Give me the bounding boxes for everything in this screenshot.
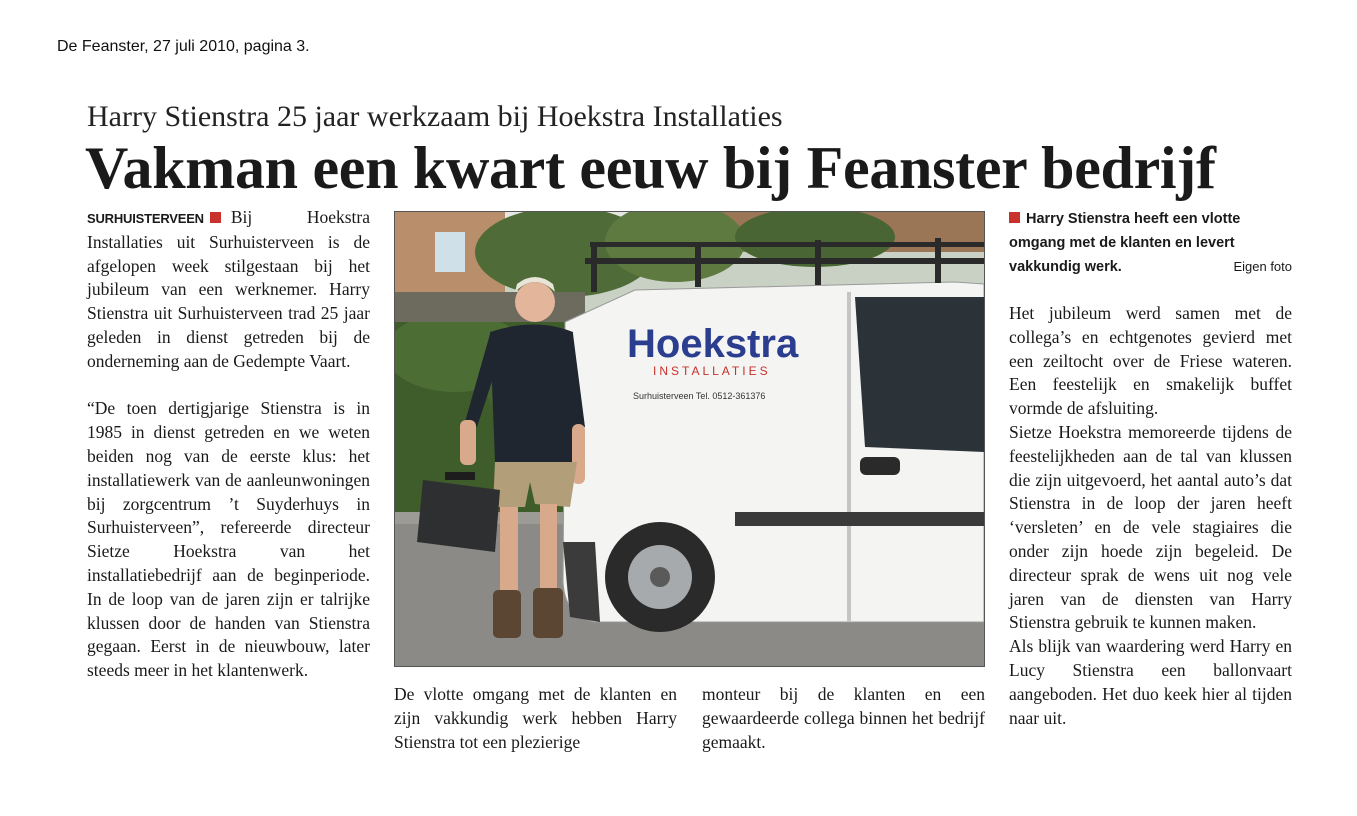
red-square-icon (1009, 212, 1020, 223)
paragraph-text: Bij Hoekstra Installaties uit Surhuisterveen is de afgelopen week stilgestaan bij het jubileum van een werknemer. Harry Stienstra uit Surhuisterveen trad 25 jaar geleden in dienst getreden bij de onderneming aan de Gedempte Vaart. (87, 207, 370, 371)
paragraph: monteur bij de klanten en een gewaardeerde collega binnen het bedrijf gemaakt. (702, 684, 985, 752)
red-square-icon (210, 212, 221, 223)
van-logo: Hoekstra (627, 322, 799, 366)
paragraph: Sietze Hoekstra memoreerde tijdens de feestelijkheden aan de tal van klussen die zijn uitgevoerd, het aantal auto’s dat Stienstra in de loop der jaren heeft ‘versleten’ en de vele stagiaires die onder zijn hoede zijn begeleid. De directeur sprak de wens uit nog vele jaren van de diensten van Harry Stienstra gebruik te kunnen maken. (1009, 421, 1292, 633)
dateline: SURHUISTERVEEN (87, 211, 204, 226)
paragraph: Als blijk van waardering werd Harry en Lucy Stienstra een ballonvaart aangeboden. Het duo keek hier al tijden naar uit. (1009, 636, 1292, 728)
paragraph (87, 206, 370, 374)
article-column-2 (394, 683, 677, 754)
caption-text: Harry Stienstra heeft een vlotte omgang met de klanten en levert vakkundig werk. (1009, 211, 1241, 275)
photo-caption (1009, 207, 1292, 279)
article-column-4 (1009, 302, 1292, 730)
van-subtitle: INSTALLATIES (653, 364, 771, 378)
article-headline: Vakman een kwart eeuw bij Feanster bedrijf (85, 135, 1216, 201)
article-column-3 (702, 683, 985, 754)
article-photo (394, 211, 985, 667)
paragraph: De vlotte omgang met de klanten en zijn vakkundig werk hebben Harry Stienstra tot een plezierige (394, 684, 677, 752)
photo-credit: Eigen foto (1233, 259, 1292, 274)
source-line: De Feanster, 27 juli 2010, pagina 3. (57, 38, 310, 55)
paragraph: Het jubileum werd samen met de collega’s en echtgenotes gevierd met een zeiltocht over de Friese wateren. Een feestelijk en smakelijk buffet vormde de afsluiting. (1009, 303, 1292, 419)
van-contact: Surhuisterveen Tel. 0512-361376 (633, 391, 766, 401)
article-column-1 (87, 206, 370, 683)
paragraph: “De toen dertigjarige Stienstra is in 1985 in dienst getreden en we weten beiden nog van de eerste klus: het installatiewerk van de aanleunwoningen bij zorgcentrum ’t Suyderhuys in Surhuisterveen”, refereerde directeur Sietze Hoekstra van het installatiebedrijf aan de beginperiode. In de loop van de jaren zijn er talrijke klussen door de handen van Stienstra gegaan. Eerst in de nieuwbouw, later steeds meer in het klantenwerk. (87, 398, 370, 681)
article-kicker: Harry Stienstra 25 jaar werkzaam bij Hoekstra Installaties (87, 100, 783, 133)
